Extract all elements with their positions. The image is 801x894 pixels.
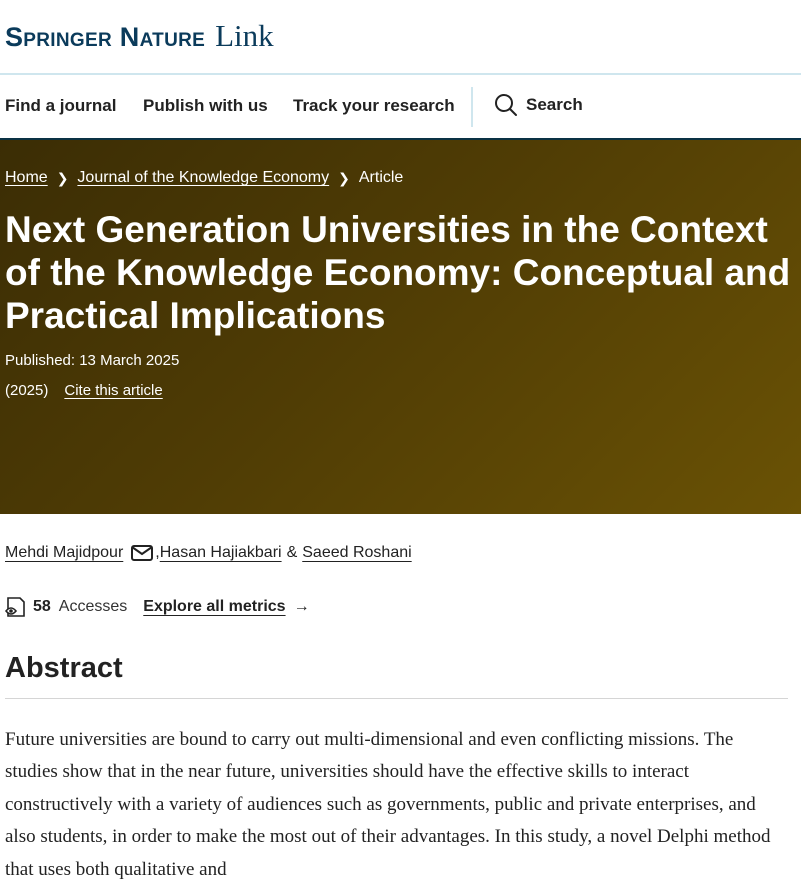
published-date: Published: 13 March 2025: [5, 352, 180, 369]
explore-metrics-link[interactable]: Explore all metrics: [143, 598, 286, 615]
logo-brand-text: Springer Nature: [5, 22, 206, 52]
breadcrumb-journal[interactable]: Journal of the Knowledge Economy: [77, 169, 330, 186]
citation-line: [5, 382, 163, 399]
article-hero: [0, 140, 801, 514]
chevron-right-icon: ❯: [338, 169, 350, 186]
author-separator: ,: [155, 544, 160, 561]
article-metrics: [5, 596, 310, 618]
nav-track-your-research[interactable]: Track your research: [293, 96, 455, 115]
abstract-divider: [5, 698, 788, 699]
nav-divider: [471, 87, 473, 127]
author-link[interactable]: Hasan Hajiakbari: [159, 544, 282, 561]
nav-find-a-journal[interactable]: Find a journal: [5, 96, 117, 115]
author-link[interactable]: Saeed Roshani: [302, 544, 412, 561]
search-label: Search: [526, 95, 583, 114]
cite-this-article-link[interactable]: Cite this article: [64, 382, 163, 399]
main-navigation: [0, 75, 801, 140]
article-year: (2025): [5, 382, 49, 399]
breadcrumb: [5, 169, 403, 187]
author-ampersand: &: [286, 544, 298, 561]
author-list: [5, 544, 412, 562]
chevron-right-icon: ❯: [56, 169, 69, 186]
eye-icon: [5, 596, 27, 618]
logo-product-text: Link: [215, 18, 274, 53]
arrow-right-icon: →: [293, 598, 310, 615]
abstract-heading: Abstract: [5, 652, 123, 684]
site-header: [0, 0, 801, 75]
breadcrumb-current: Article: [358, 169, 404, 186]
accesses-label: Accesses: [58, 598, 128, 615]
search-button[interactable]: [494, 93, 583, 117]
mail-icon[interactable]: [131, 544, 153, 562]
accesses-count: 58: [33, 598, 51, 615]
breadcrumb-home[interactable]: Home: [5, 169, 48, 186]
nav-publish-with-us[interactable]: Publish with us: [143, 96, 268, 115]
abstract-text: Future universities are bound to carry out multi-dimensional and even conflicting missions. The studies show that in the near future, universities should have the effective skills to interact constructively with a variety of audiences such as governments, public and private enterprises, and also students, in order to make the most out of their advantages. In this study, a novel Delphi method that uses both qualitative and: [5, 729, 771, 880]
article-title: Next Generation Universities in the Context of the Knowledge Economy: Conceptual and Practical Implications: [5, 209, 791, 336]
springer-nature-link-logo[interactable]: [5, 18, 274, 54]
author-link[interactable]: Mehdi Majidpour: [5, 544, 124, 561]
search-icon: [494, 93, 518, 117]
